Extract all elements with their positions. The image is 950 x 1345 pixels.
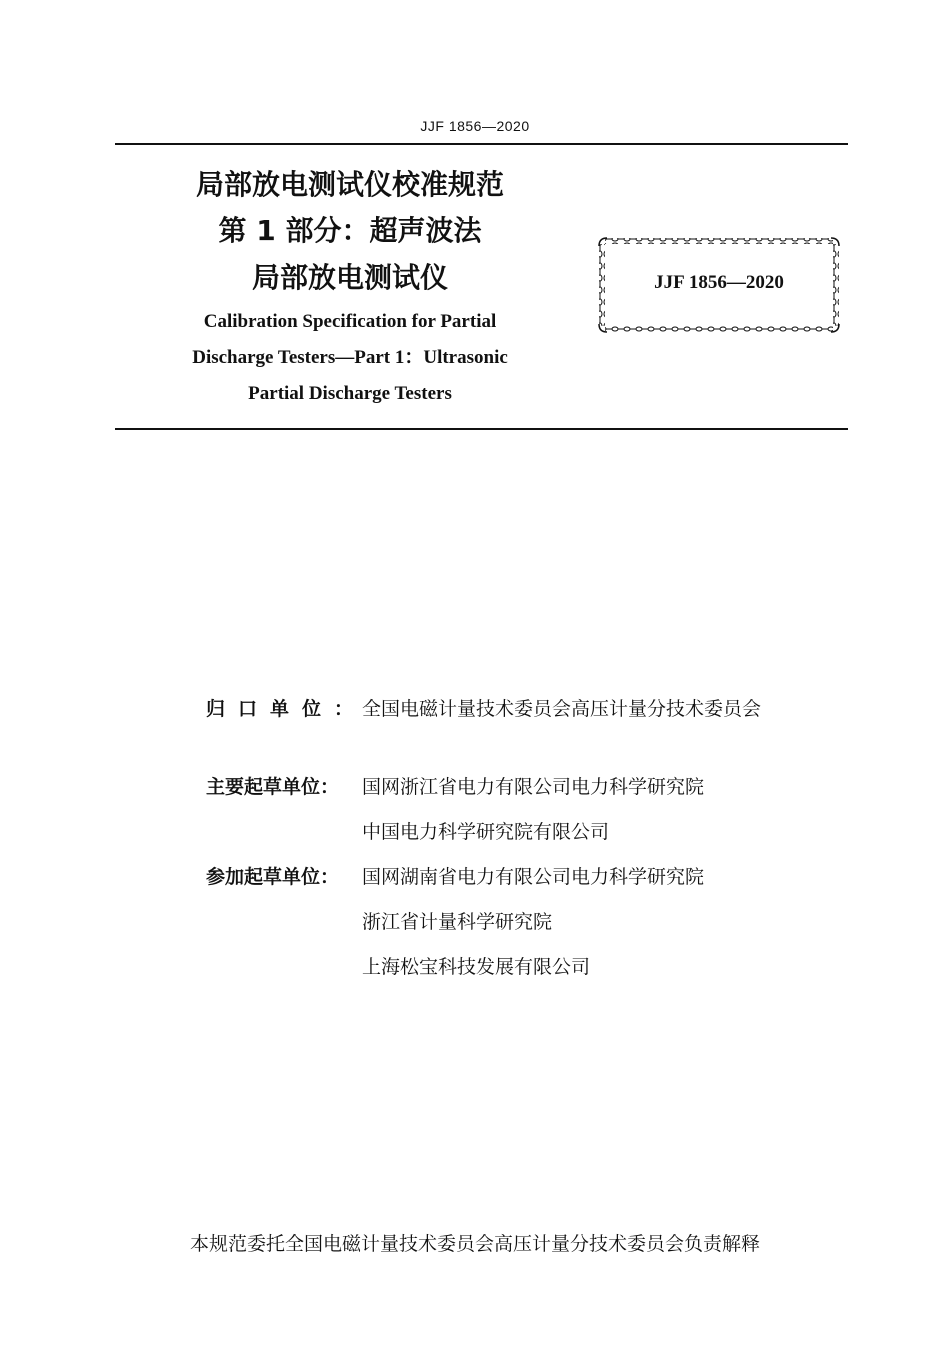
- participating-drafting-value-1: 国网湖南省电力有限公司电力科学研究院: [362, 866, 705, 888]
- main-drafting-value-1: 国网浙江省电力有限公司电力科学研究院: [362, 776, 705, 798]
- main-drafting-value-2: 中国电力科学研究院有限公司: [362, 821, 610, 843]
- english-title-line-1: Calibration Specification for Partial: [203, 311, 497, 332]
- header-divider: [115, 143, 848, 145]
- standard-code-box: [597, 236, 841, 334]
- responsible-unit-value: 全国电磁计量技术委员会高压计量分技术委员会: [362, 698, 762, 720]
- responsible-unit-label: 归口单位：: [206, 698, 367, 720]
- chinese-title-line-3: 局部放电测试仪: [251, 261, 448, 294]
- participating-drafting-value-3: 上海松宝科技发展有限公司: [362, 956, 591, 978]
- participating-drafting-value-2: 浙江省计量科学研究院: [362, 911, 553, 933]
- chinese-title-line-1: 局部放电测试仪校准规范: [195, 168, 504, 201]
- english-title-line-2: Discharge Testers—Part 1：Ultrasonic: [192, 347, 508, 368]
- header-standard-code: JJF 1856—2020: [420, 118, 530, 134]
- chinese-title-line-2: 第 1 部分：超声波法: [218, 214, 482, 247]
- participating-drafting-label: 参加起草单位：: [206, 866, 340, 888]
- english-title-line-3: Partial Discharge Testers: [248, 383, 452, 404]
- main-drafting-label: 主要起草单位：: [206, 776, 340, 798]
- title-divider: [115, 428, 848, 430]
- interpretation-note: 本规范委托全国电磁计量技术委员会高压计量分技术委员会负责解释: [189, 1233, 760, 1255]
- code-box-text: JJF 1856—2020: [654, 272, 784, 293]
